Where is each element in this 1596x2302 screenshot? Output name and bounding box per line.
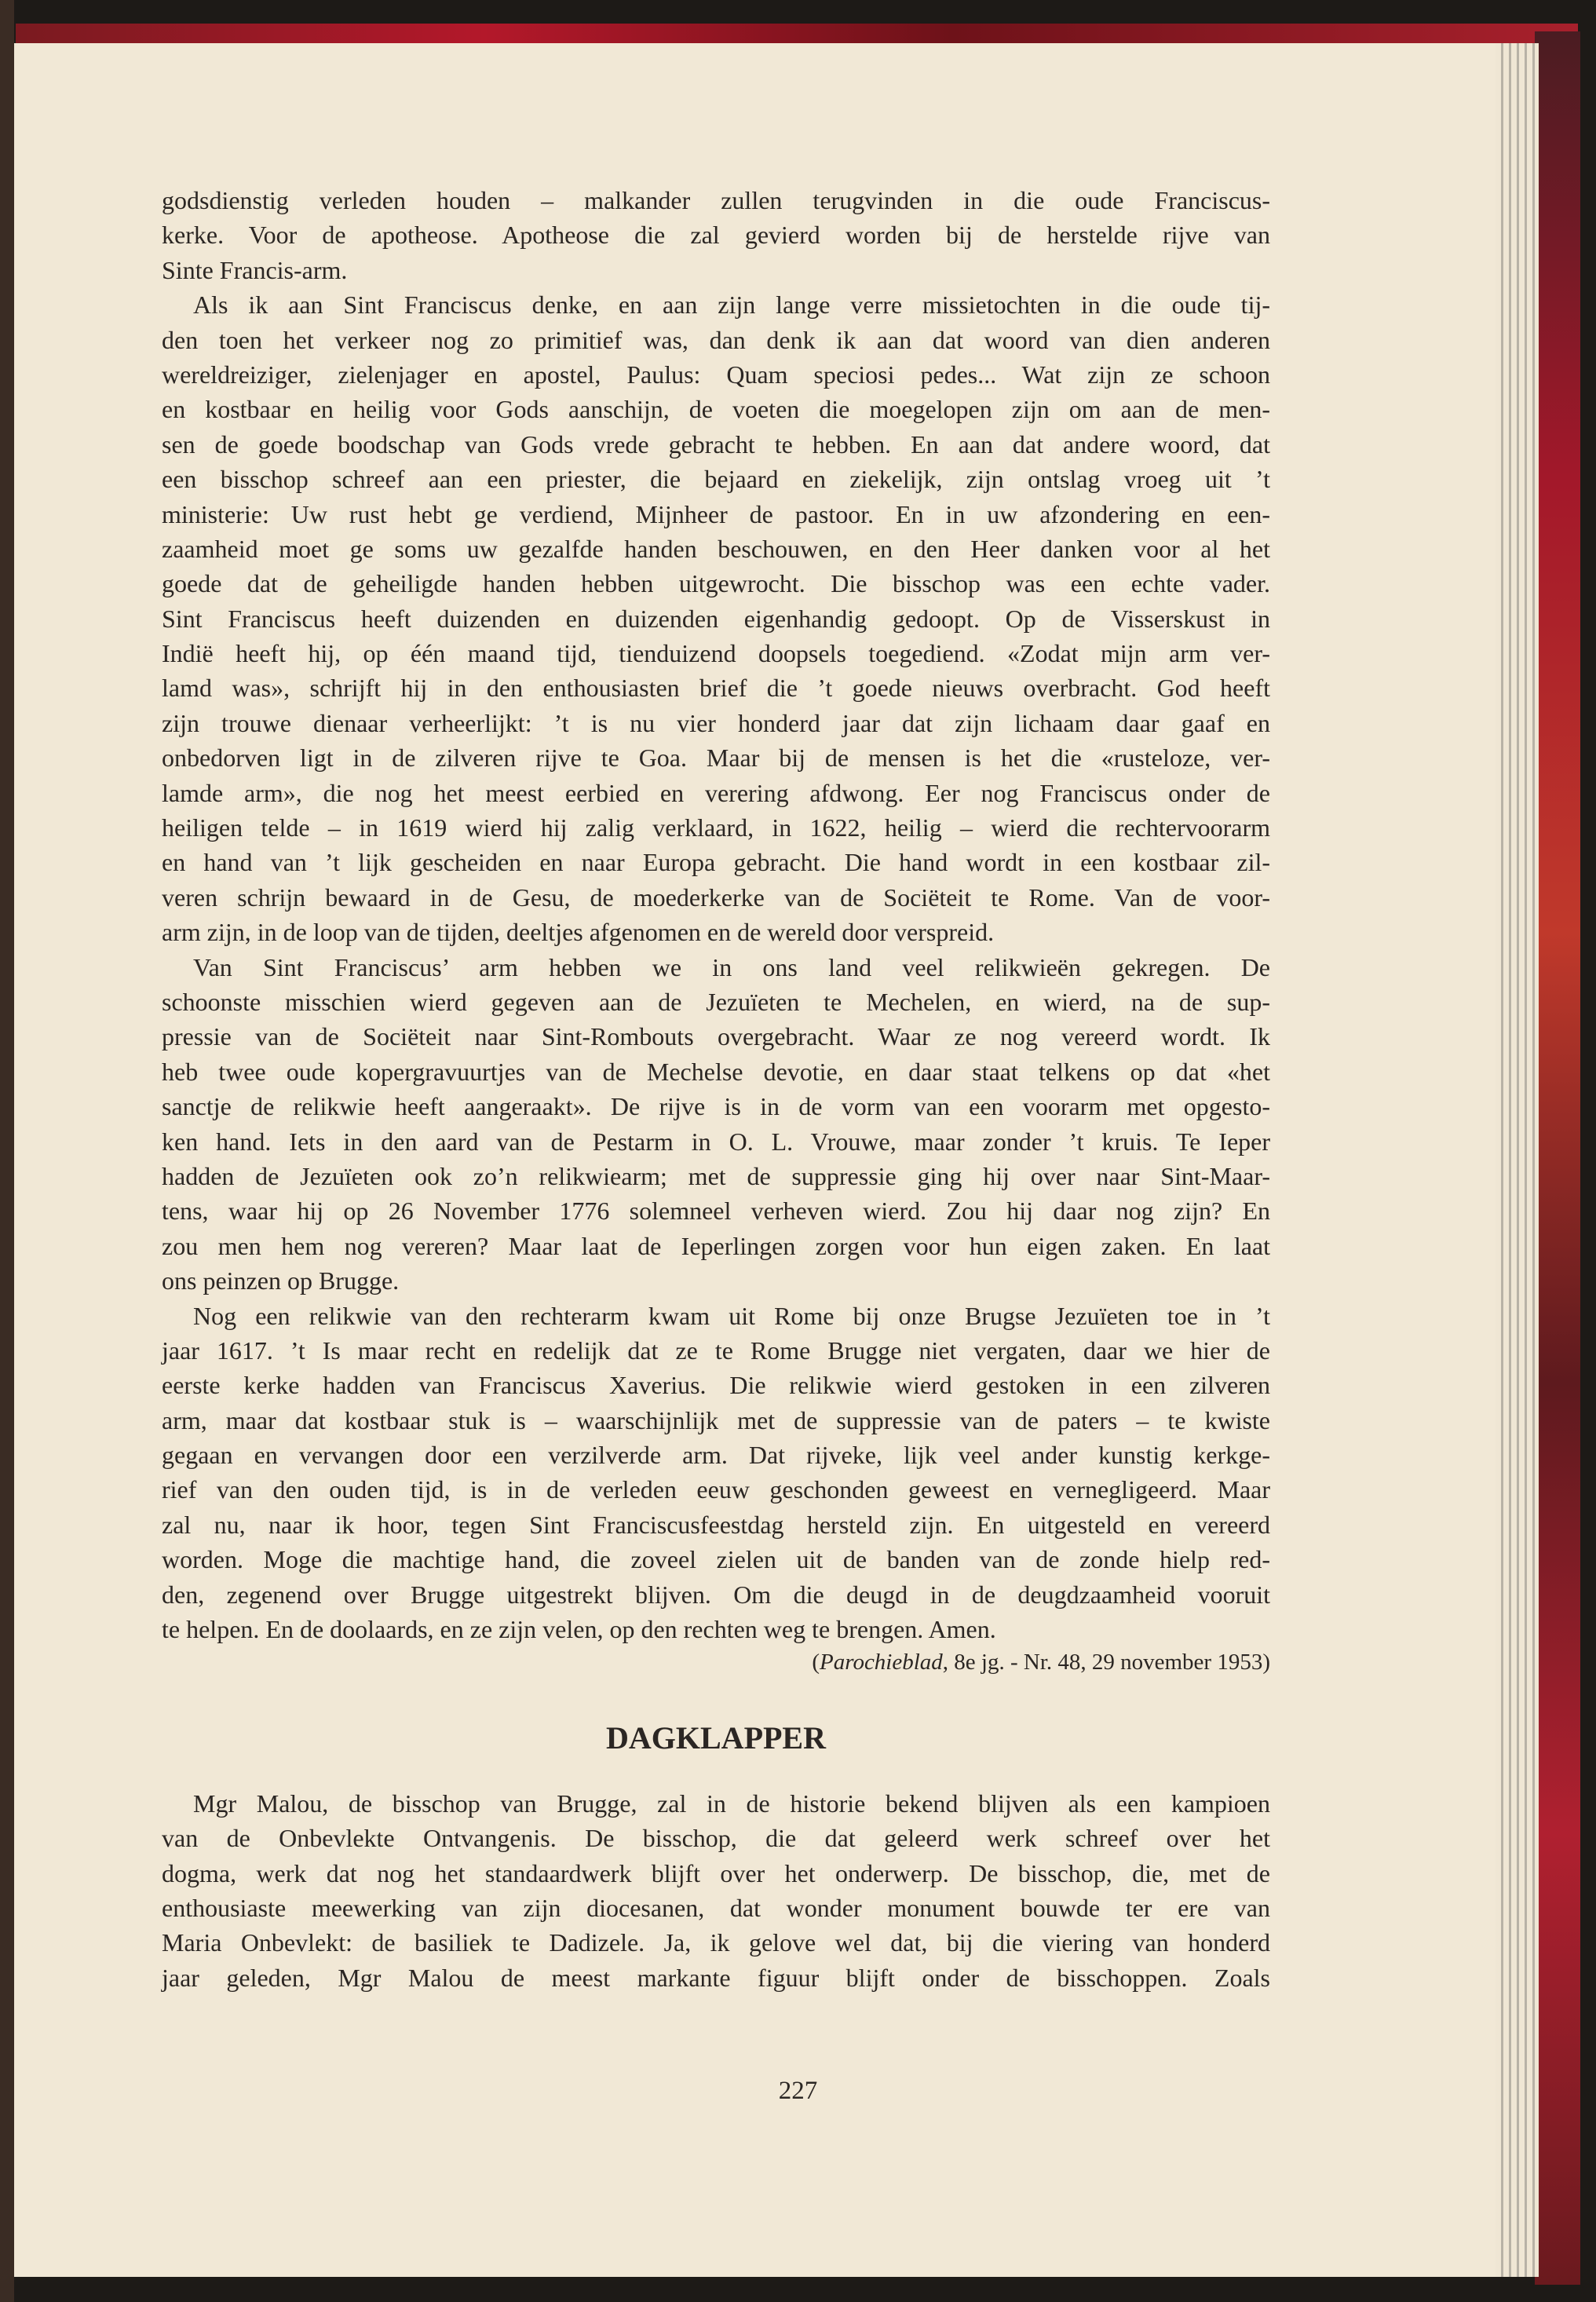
text-line: Indië heeft hij, op één maand tijd, tienduizend doopsels toegediend. «Zodat mijn arm ver-: [162, 639, 1270, 668]
citation-details: , 8e jg. - Nr. 48, 29 november 1953): [942, 1650, 1270, 1675]
body-text: [162, 183, 1270, 1995]
citation-open: (: [812, 1650, 820, 1675]
text-line: eerste kerke hadden van Franciscus Xaverius. Die relikwie wierd gestoken in een zilveren: [162, 1371, 1270, 1400]
text-line: den toen het verkeer nog zo primitief was, dan denk ik aan dat woord van dien anderen: [162, 325, 1270, 354]
book-binding-right: [1535, 31, 1580, 2285]
text-line: Als ik aan Sint Franciscus denke, en aan zijn lange verre missietochten in die oude tij-: [193, 290, 1270, 320]
text-line: Maria Onbevlekt: de basiliek te Dadizele. Ja, ik gelove wel dat, bij die viering van honderd: [162, 1928, 1270, 1957]
text-line: enthousiaste meewerking van zijn diocesanen, dat wonder monument bouwde ter ere van: [162, 1893, 1270, 1922]
text-line: arm zijn, in de loop van de tijden, deeltjes afgenomen en de wereld door verspreid.: [162, 918, 995, 947]
paragraph: [162, 287, 1270, 949]
text-line: en kostbaar en heilig voor Gods aanschijn, de voeten die moegelopen zijn om aan de men-: [162, 395, 1270, 424]
scan-left-edge: [0, 0, 14, 2302]
text-line: ken hand. Iets in den aard van de Pestarm in O. L. Vrouwe, maar zonder ’t kruis. Te Ieper: [162, 1127, 1270, 1156]
text-line: tens, waar hij op 26 November 1776 solemneel verheven wierd. Zou hij daar nog zijn? En: [162, 1197, 1270, 1226]
text-line: rief van den ouden tijd, is in de verleden eeuw geschonden geweest en vernegligeerd. Maar: [162, 1475, 1270, 1504]
text-line: heiligen telde – in 1619 wierd hij zalig verklaard, in 1622, heilig – wierd die rechtervoorarm: [162, 813, 1270, 842]
text-line: Mgr Malou, de bisschop van Brugge, zal in de historie bekend blijven als een kampioen: [193, 1789, 1270, 1818]
text-line: heb twee oude kopergravuurtjes van de Mechelse devotie, en daar staat telkens op dat «het: [162, 1057, 1270, 1086]
text-line: jaar geleden, Mgr Malou de meest markante figuur blijft onder de bisschoppen. Zoals: [162, 1963, 1270, 1992]
source-citation: [162, 1645, 1270, 1679]
text-line: dogma, werk dat nog het standaardwerk blijft over het onderwerp. De bisschop, die, met de: [162, 1858, 1270, 1887]
text-line: godsdienstig verleden houden – malkander zullen terugvinden in die oude Franciscus-: [162, 186, 1270, 214]
text-line: zal nu, naar ik hoor, tegen Sint Franciscusfeestdag hersteld zijn. En uitgesteld en vereerd: [162, 1510, 1270, 1539]
paragraph: [162, 950, 1270, 1299]
text-line: sanctje de relikwie heeft aangeraakt». De rijve is in de vorm van een voorarm met opgesto-: [162, 1092, 1270, 1121]
text-line: lamde arm», die nog het meest eerbied en verering afdwong. Eer nog Franciscus onder de: [162, 778, 1270, 807]
section-heading: DAGKLAPPER: [606, 1719, 826, 1756]
text-line: te helpen. En de doolaards, en ze zijn velen, op den rechten weg te brengen. Amen.: [162, 1615, 996, 1644]
text-line: wereldreiziger, zielenjager en apostel, Paulus: Quam speciosi pedes... Wat zijn ze schoon: [162, 360, 1270, 389]
text-line: schoonste misschien wierd gegeven aan de Jezuïeten te Mechelen, en wierd, na de sup-: [162, 987, 1270, 1016]
text-line: zou men hem nog vereren? Maar laat de Ieperlingen zorgen voor hun eigen zaken. En laat: [162, 1231, 1270, 1260]
text-line: zijn trouwe dienaar verheerlijkt: ’t is nu vier honderd jaar dat zijn lichaam daar gaaf en: [162, 708, 1270, 737]
text-line: Sint Franciscus heeft duizenden en duizenden eigenhandig gedoopt. Op de Visserskust in: [162, 604, 1270, 633]
text-line: den, zegenend over Brugge uitgestrekt blijven. Om die deugd in de deugdzaamheid vooruit: [162, 1580, 1270, 1609]
text-line: een bisschop schreef aan een priester, die bejaard en ziekelijk, zijn ontslag vroeg uit ’t: [162, 465, 1270, 494]
text-line: ons peinzen op Brugge.: [162, 1266, 400, 1295]
text-line: sen de goede boodschap van Gods vrede gebracht te hebben. En aan dat andere woord, dat: [162, 429, 1270, 459]
article-continuation: [162, 183, 1270, 1646]
text-line: goede dat de geheiligde handen hebben uitgewrocht. Die bisschop was een echte vader.: [162, 569, 1270, 598]
paragraph: [162, 183, 1270, 287]
text-line: ministerie: Uw rust hebt ge verdiend, Mijnheer de pastoor. En in uw afzondering en een-: [162, 499, 1270, 528]
paragraph: [162, 1786, 1270, 1995]
text-line: Sinte Francis-arm.: [162, 255, 348, 284]
text-line: gegaan en vervangen door een verzilverde arm. Dat rijveke, lijk veel ander kunstig kerkge-: [162, 1441, 1270, 1470]
text-line: kerke. Voor de apotheose. Apotheose die zal gevierd worden bij de herstelde rijve van: [162, 221, 1270, 250]
text-line: worden. Moge die machtige hand, die zoveel zielen uit de banden van de zonde hielp red-: [162, 1545, 1270, 1574]
text-line: en hand van ’t lijk gescheiden en naar Europa gebracht. Die hand wordt in een kostbaar zil-: [162, 848, 1270, 877]
text-line: pressie van de Sociëteit naar Sint-Rombouts overgebracht. Waar ze nog vereerd wordt. Ik: [162, 1022, 1270, 1051]
text-line: Van Sint Franciscus’ arm hebben we in ons land veel relikwieën gekregen. De: [193, 952, 1270, 981]
dagklapper-article: [162, 1786, 1270, 1995]
text-line: lamd was», schrijft hij in den enthousiasten brief die ’t goede nieuws overbracht. God heeft: [162, 674, 1270, 703]
text-line: veren schrijn bewaard in de Gesu, de moederkerke van de Sociëteit te Rome. Van de voor-: [162, 882, 1270, 912]
text-line: hadden de Jezuïeten ook zo’n relikwiearm; met de suppressie ging hij over naar Sint-Maar-: [162, 1161, 1270, 1190]
citation-source: Parochieblad: [820, 1650, 943, 1675]
text-line: Nog een relikwie van den rechterarm kwam uit Rome bij onze Brugse Jezuïeten toe in ’t: [193, 1301, 1270, 1330]
page-number: 227: [778, 2077, 818, 2105]
text-line: jaar 1617. ’t Is maar recht en redelijk dat ze te Rome Brugge niet vergaten, daar we hier de: [162, 1336, 1270, 1365]
page-edges: [1496, 43, 1539, 2277]
text-line: arm, maar dat kostbaar stuk is – waarschijnlijk met de suppressie van de paters – te kwiste: [162, 1405, 1270, 1434]
paragraph: [162, 1299, 1270, 1647]
text-line: zaamheid moet ge soms uw gezalfde handen beschouwen, en den Heer danken voor al het: [162, 534, 1270, 563]
text-line: van de Onbevlekte Ontvangenis. De bisschop, die dat geleerd werk schreef over het: [162, 1824, 1270, 1853]
text-line: onbedorven ligt in de zilveren rijve te Goa. Maar bij de mensen is het die «rusteloze, ver-: [162, 744, 1270, 773]
